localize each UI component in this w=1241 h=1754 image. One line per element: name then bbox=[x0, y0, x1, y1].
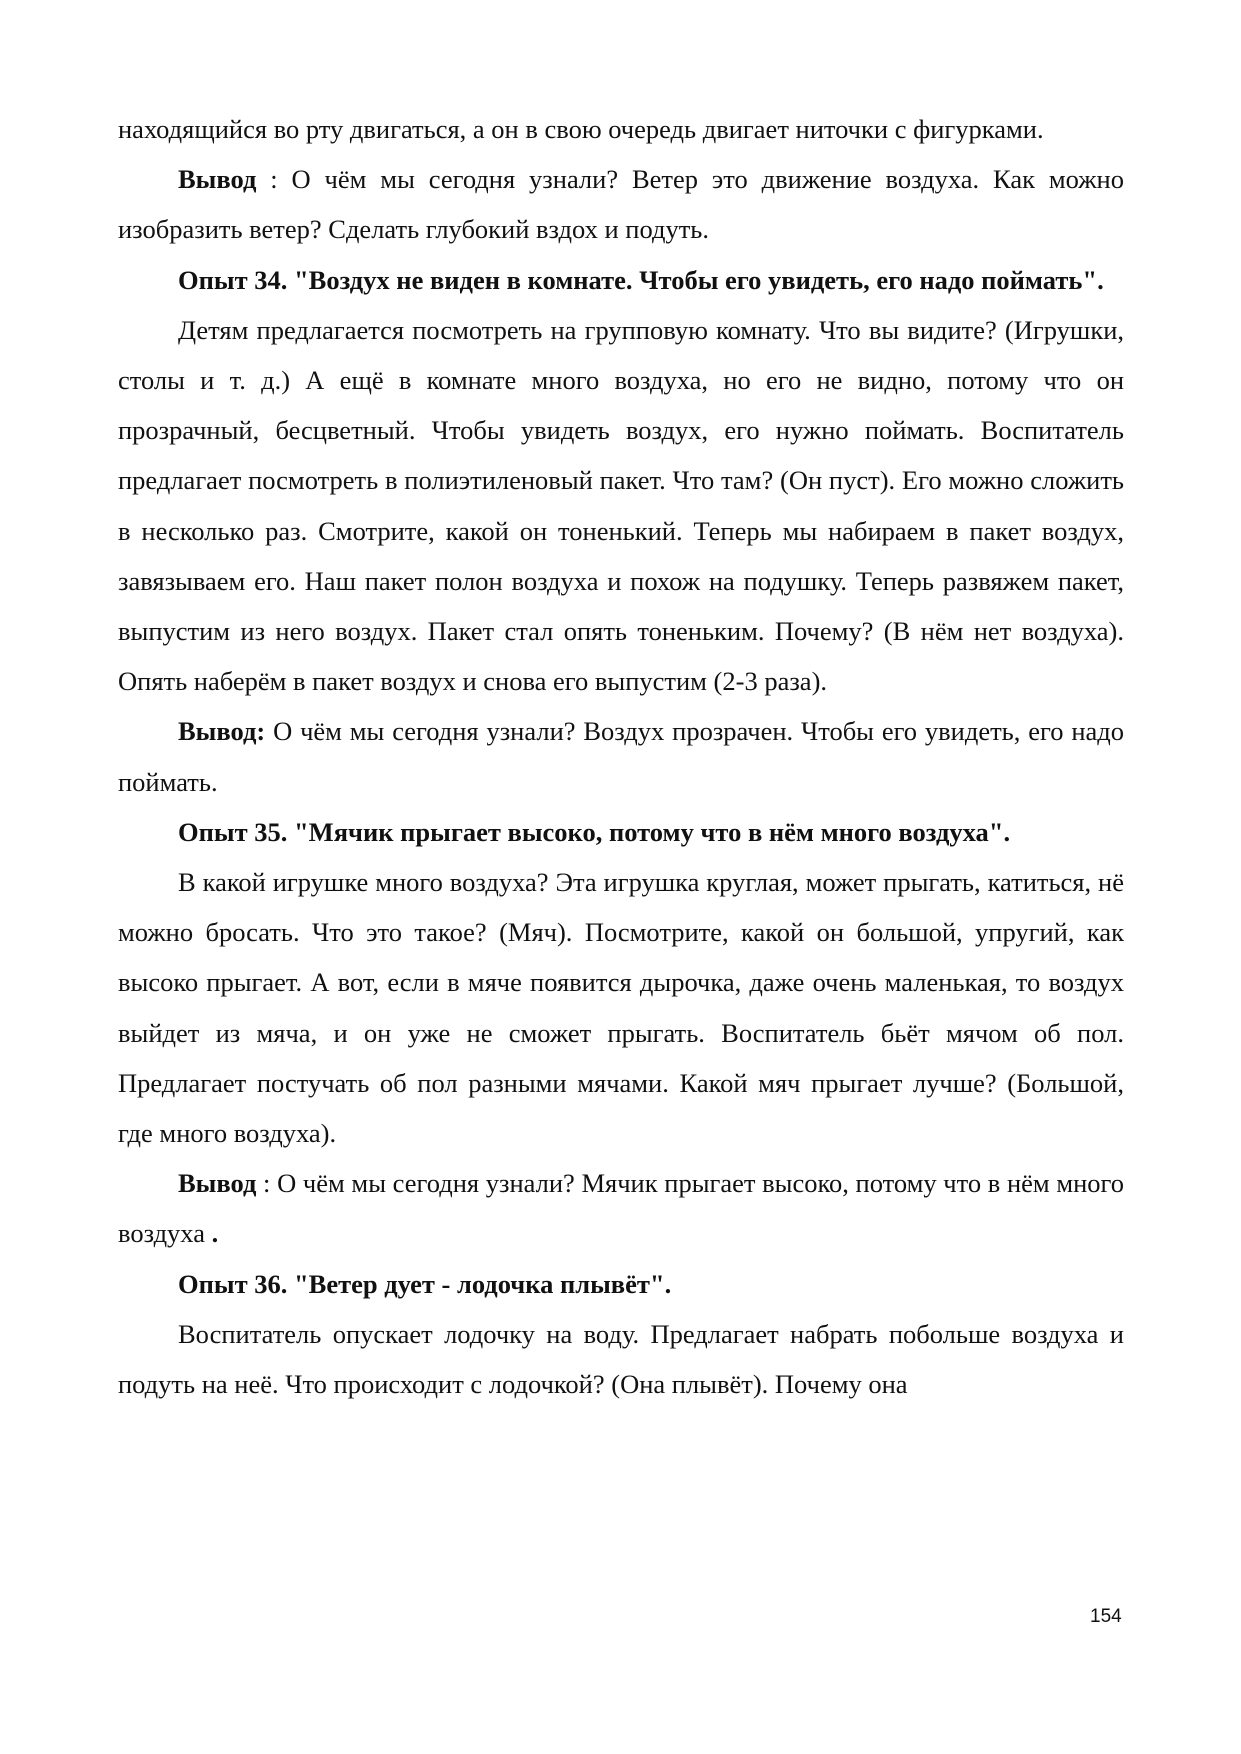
conclusion-label: Вывод bbox=[178, 1168, 257, 1199]
experiment-34-description: Детям предлагается посмотреть на групповую комнату. Что вы видите? (Игрушки, столы и т. д.) А ещё в комнате много воздуха, но его не видно, потому что он прозрачный, бесцветный. Чтобы увидеть воздух, его нужно поймать. Воспитатель предлагает посмотреть в полиэтиленовый пакет. Что там? (Он пуст). Его можно сложить в несколько раз. Смотрите, какой он тоненький. Теперь мы набираем в пакет воздух, завязываем его. Наш пакет полон воздуха и похож на подушку. Теперь развяжем пакет, выпустим из него воздух. Пакет стал опять тоненьким. Почему? (В нём нет воздуха). Опять наберём в пакет воздух и снова его выпустим (2-3 раза). bbox=[118, 314, 1124, 697]
document-page bbox=[118, 104, 1124, 1409]
conclusion-text: О чём мы сегодня узнали? Воздух прозрачен. Чтобы его увидеть, его надо поймать. bbox=[118, 716, 1124, 797]
conclusion-label: Вывод: bbox=[178, 716, 266, 747]
experiment-36-heading: Опыт 36. "Ветер дует - лодочка плывёт". bbox=[178, 1268, 672, 1299]
conclusion-paragraph-1 bbox=[118, 154, 1124, 254]
conclusion-text: : О чём мы сегодня узнали? Мячик прыгает высоко, потому что в нём много воздуха bbox=[118, 1168, 1124, 1249]
conclusion-paragraph-3 bbox=[118, 1158, 1124, 1258]
experiment-35-description: В какой игрушке много воздуха? Эта игрушка круглая, может прыгать, катиться, нё можно бросать. Что это такое? (Мяч). Посмотрите, какой он большой, упругий, как высоко прыгает. А вот, если в мяче появится дырочка, даже очень маленькая, то воздух выйдет из мяча, и он уже не сможет прыгать. Воспитатель бьёт мячом об пол. Предлагает постучать об пол разными мячами. Какой мяч прыгает лучше? (Большой, где много воздуха). bbox=[118, 867, 1124, 1149]
experiment-36-description: Воспитатель опускает лодочку на воду. Предлагает набрать побольше воздуха и подуть на неё. Что происходит с лодочкой? (Она плывёт). Почему она bbox=[118, 1318, 1124, 1400]
experiment-34-heading: Опыт 34. "Воздух не виден в комнате. Чтобы его увидеть, его надо поймать". bbox=[178, 264, 1104, 295]
paragraph-continuation: находящийся во рту двигаться, а он в свою очередь двигает ниточки с фигурками. bbox=[118, 114, 1044, 144]
experiment-35-heading: Опыт 35. "Мячик прыгает высоко, потому что в нём много воздуха". bbox=[178, 816, 1011, 847]
conclusion-text: : О чём мы сегодня узнали? Ветер это движение воздуха. Как можно изобразить ветер? Сделать глубокий вздох и подуть. bbox=[118, 164, 1124, 245]
conclusion-paragraph-2 bbox=[118, 706, 1124, 806]
page-number: 154 bbox=[1090, 1606, 1122, 1627]
conclusion-label: Вывод bbox=[178, 164, 257, 195]
conclusion-end-mark: . bbox=[211, 1218, 219, 1249]
